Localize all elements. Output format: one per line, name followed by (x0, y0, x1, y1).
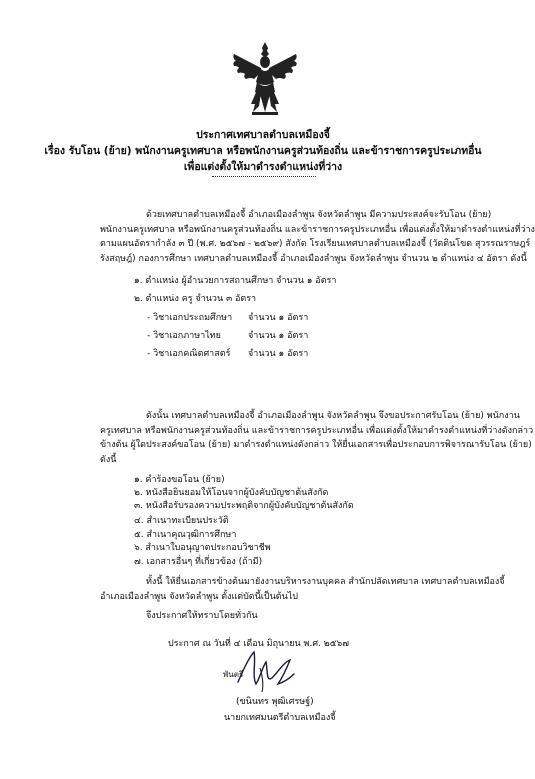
position-item: ๒. ตำแหน่ง ครู จำนวน ๓ อัตรา (134, 294, 257, 304)
subject-line: เรื่อง รับโอน (ย้าย) พนักงานครูเทศบาล หรือพนักงานครูส่วนท้องถิ่น และข้าราชการครูประเภทอื่น (44, 145, 482, 157)
intro-paragraph (100, 208, 535, 266)
subject-count: จำนวน ๑ อัตรา (248, 313, 309, 323)
requirements-paragraph (100, 409, 534, 467)
paragraph-line: ทั้งนี้ ให้ยื่นเอกสารข้างต้นมายังงานบริหารงานบุคคล สำนักปลัดเทศบาล เทศบาลตำบลเหมืองจี้ (146, 577, 505, 587)
paragraph-line: ดังนั้น เทศบาลตำบลเหมืองจี้ อำเภอเมืองลำพูน จังหวัดลำพูน จึงขอประกาศรับโอน (ย้าย) พนักงาน (146, 411, 520, 421)
paragraph-line: ข้างต้น ผู้ใดประสงค์ขอโอน (ย้าย) มาดำรงตำแหน่งดังกล่าว ให้ยื่นเอกสารเพื่อประกอบการพิจารณารับโอน (ย้าย) (100, 440, 532, 451)
document-item: ๗. เอกสารอื่นๆ ที่เกี่ยวข้อง (ถ้ามี) (134, 557, 263, 567)
announcement-title: ประกาศเทศบาลตำบลเหมืองจี้ (196, 129, 330, 141)
garuda-emblem-icon (230, 40, 300, 118)
paragraph-line: ตามแผนอัตรากำลัง ๓ ปี (พ.ศ. ๒๕๖๗ - ๒๕๖๙) สังกัด โรงเรียนเทศบาลตำบลเหมืองจี้ (วัดดินโขด สุวรรณราษฎร์ (100, 239, 531, 250)
document-item: ๓. หนังสือรับรองความประพฤติจากผู้บังคับบัญชาต้นสังกัด (134, 501, 354, 511)
signer-rank: พันตรี (223, 670, 244, 679)
paragraph-line: ด้วยเทศบาลตำบลเหมืองจี้ อำเภอเมืองลำพูน จังหวัดลำพูน มีความประสงค์จะรับโอน (ย้าย) (146, 210, 492, 220)
document-item: ๕. สำเนาคุณวุฒิการศึกษา (134, 530, 237, 540)
subject-count: จำนวน ๑ อัตรา (248, 349, 309, 359)
paragraph-line: รังสฤษฎ์) กองการศึกษา เทศบาลตำบลเหมืองจี้ อำเภอเมืองลำพูน จังหวัดลำพูน จำนวน ๒ ตำแหน่ง ๔ อัตรา ดังนี้ (100, 253, 527, 264)
document-item: ๔. สำเนาทะเบียนประวัติ (134, 516, 229, 526)
paragraph-line: อำเภอเมืองลำพูน จังหวัดลำพูน ตั้งแต่บัดนี้เป็นต้นไป (100, 591, 298, 602)
document-item: ๑. คำร้องขอโอน (ย้าย) (134, 475, 225, 485)
subject-line-continued: เพื่อแต่งตั้งให้มาดำรงตำแหน่งที่ว่าง (183, 161, 343, 173)
paragraph-line: ดังนี้ (100, 454, 117, 465)
subject-count: จำนวน ๑ อัตรา (248, 331, 309, 341)
signer-name: (ขนินทร พุฒิเศรษฐ์) (236, 697, 314, 707)
subject-name: - วิชาเอกคณิตศาสตร์ (147, 349, 231, 359)
paragraph-line: พนักงานครูเทศบาล หรือพนักงานครูส่วนท้องถิ่น และข้าราชการครูประเภทอื่น เพื่อแต่งตั้งให้มาดำรงตำแหน่งที่ว่าง (100, 224, 535, 235)
dotted-divider (212, 176, 316, 177)
position-item: ๑. ตำแหน่ง ผู้อำนวยการสถานศึกษา จำนวน ๑ อัตรา (134, 276, 337, 286)
subject-name: - วิชาเอกประถมศึกษา (147, 313, 233, 323)
signer-title: นายกเทศมนตรีตำบลเหมืองจี้ (224, 713, 336, 723)
subject-name: - วิชาเอกภาษาไทย (147, 331, 221, 341)
submission-paragraph (100, 575, 505, 604)
paragraph-line: ครูเทศบาล หรือพนักงานครูส่วนท้องถิ่น และข้าราชการครูประเภทอื่น เพื่อแต่งตั้งให้มาดำรงตำแหน่งที่ว่างดังกล่าว (100, 425, 534, 436)
announce-text: จึงประกาศให้ทราบโดยทั่วกัน (146, 611, 258, 621)
document-item: ๒. หนังสือยินยอมให้โอนจากผู้บังคับบัญชาต้นสังกัด (134, 488, 329, 498)
document-item: ๖. สำเนาใบอนุญาตประกอบวิชาชีพ (134, 543, 271, 553)
announcement-date: ประกาศ ณ วันที่ ๔ เดือน มิถุนายน พ.ศ. ๒๕๖๗ (168, 639, 350, 649)
